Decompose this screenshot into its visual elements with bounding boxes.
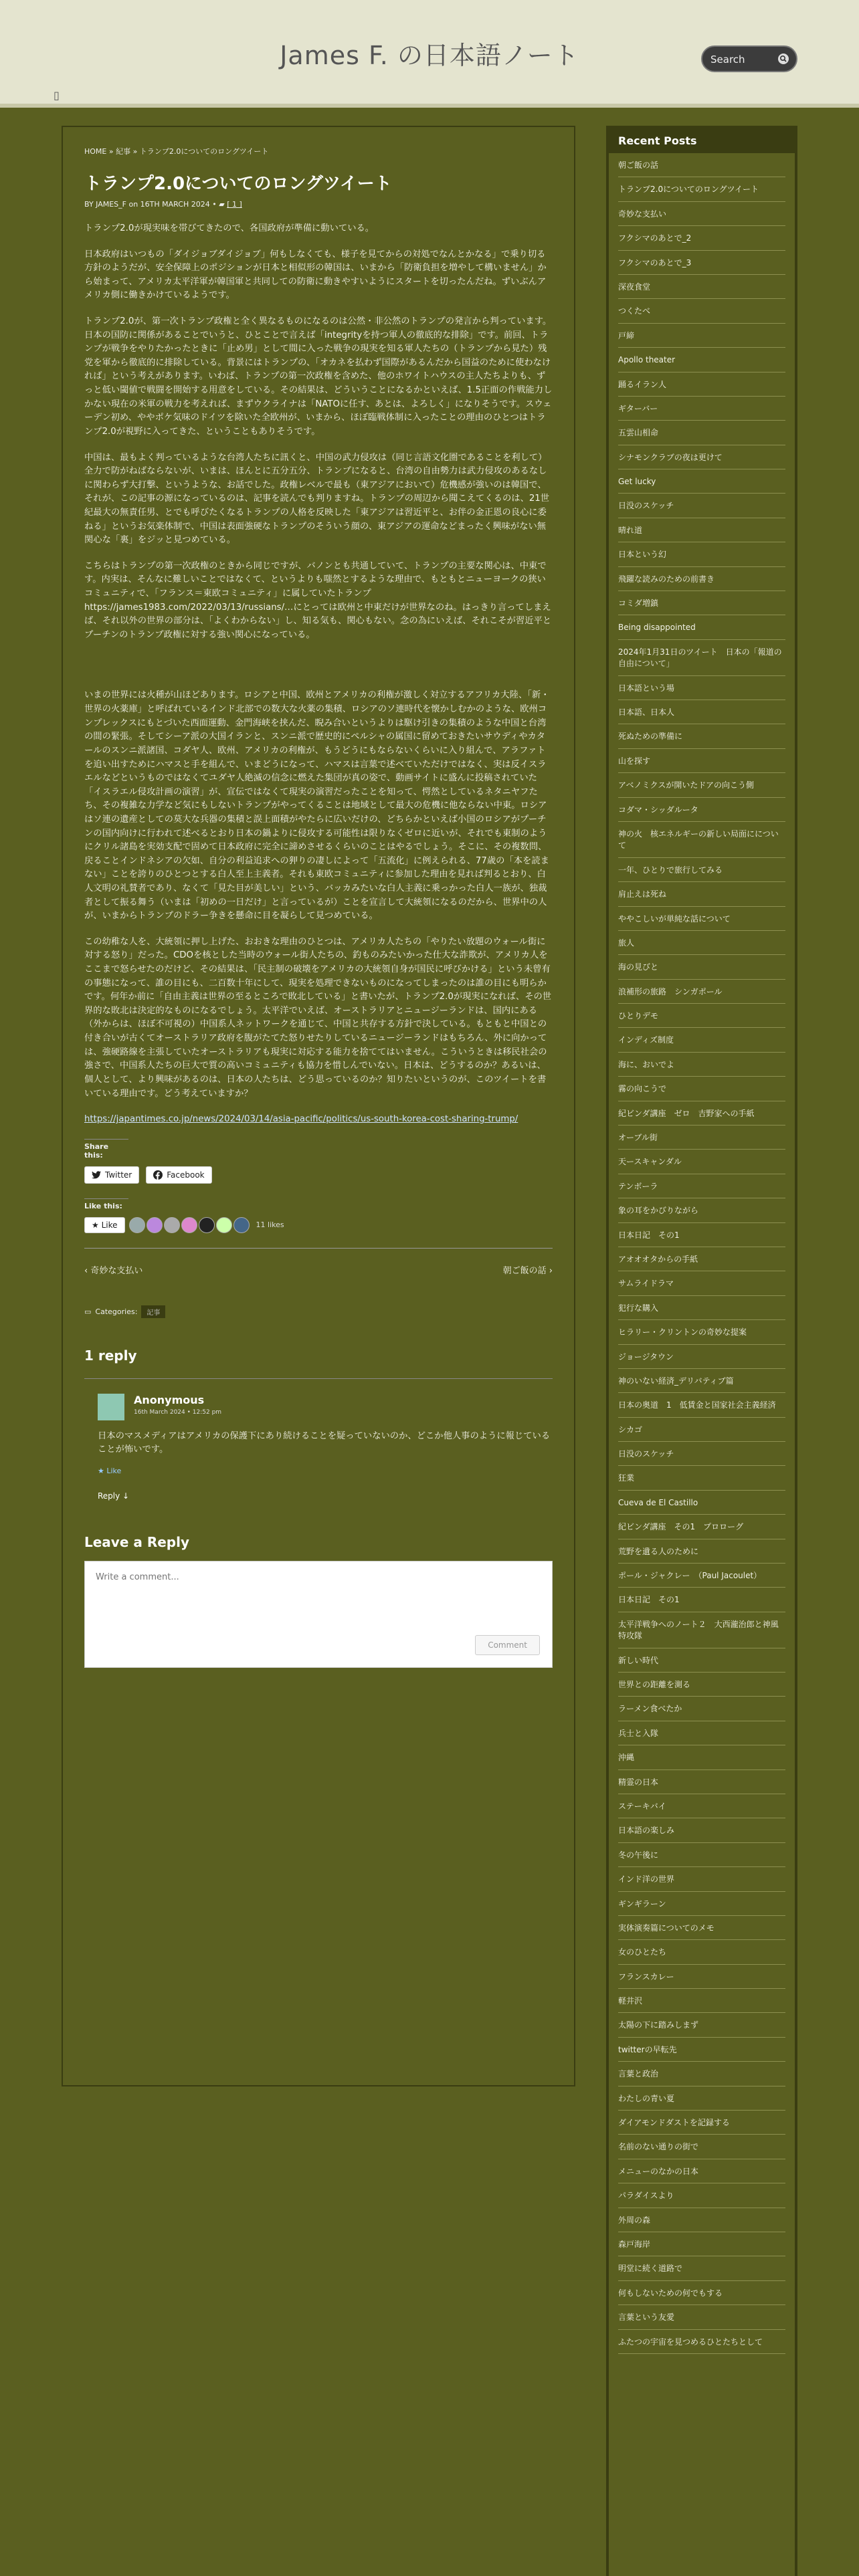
divider	[84, 1248, 553, 1249]
recent-posts-list	[609, 153, 795, 2354]
recent-post-link[interactable]: ヒラリー・クリントンの奇妙な提案	[618, 1320, 785, 1344]
recent-post-link[interactable]: シカゴ	[618, 1418, 785, 1442]
sidebar	[606, 126, 797, 2576]
site-header	[0, 0, 859, 108]
recent-post-link[interactable]: テンボーラ	[618, 1174, 785, 1198]
site-title[interactable]: James F. の日本語ノート	[280, 41, 579, 70]
recent-post-link[interactable]: ややこしいが単純な話について	[618, 907, 785, 931]
recent-post-link[interactable]: 日没のスケッチ	[618, 494, 785, 518]
post-paragraph: いまの世界には火種が山ほどあります。ロシアと中国、欧州とアメリカの利権が激しく対立するアフリカ大陸、「新・世界の火薬庫」と呼ばれているインド北部での数大な火薬の集積、ロシアのソ連時代を懐かしむかのような、欧州コンプレックスにもとづいた西面運動、金門海峡を挟んだ、睨み合いというよりは駆け引きの集積のような中国と台湾の間の緊張。そしてシーア派の大国イランと、スンニ派で歴史的にペルシャの属国に留めておきたいサウディやカタールのスンニ派諸国、コダヤ人、欧州、アメリカの利権が、もうどうにもならないくらいに入り組んで、アラファトを追い出すためにハマスと手を組んで、いまどうになって、ハマスは言葉で述べていただけではなく、実は反イスラエルなどというものではなくてユダヤ人絶滅の信念に燃えた集団が真の姿で、動画サイトに盛んに投稿されていた「イスラエル侵攻計画の演習」が、宣伝ではなくて現実の演習だったことを知って、愕然としているネタニヤフたち、その複雑な力学など気にもしないトランプがやってくることは地域として最大の危機に他ならない中東。ロシアはソ連の遺産としての莫大な兵器の集積と誤上面積がやたらに広いだけの、どちらかといえば小国のロシアがプーチンの国内向けに行われて述べるとおり日本の鍋よりに侵攻する可能性は限りなくゼロに近いが、それでも東制のようにクリル諸島を実効支配で固めて日本政府に完全に諦めさせるくらいのことはやるでしょう。そこに、その複数問、戻ることインドネシアの欠如、自分の利益追求への狎りの凄しによって「五流化」に例えられる、77歳の「本を読まない」ことを誇りのひとつとする白人至上主義者。それも東欧コミュニティに参加した理由を見れば判るとおり、白人文明の礼賛者であり、なくて「見た目が美しい」という、バッカみたいな白人主義に乗っかった白人一族が、独裁者として振る舞う（いまは「初めの一日だけ」と言っているが）ことを宣言して大統領になるのだから、世界中の人が、いまからトランプのドラー争きを懸命に目を凝らして見つめている。	[84, 690, 550, 922]
twitter-icon	[92, 1171, 101, 1179]
recent-post-link[interactable]: シナモンクラブの夜は更けて	[618, 445, 785, 469]
recent-post-link[interactable]: 深夜食堂	[618, 275, 785, 299]
post-meta	[84, 200, 553, 209]
recent-post-link[interactable]: つくたべ	[618, 299, 785, 323]
post-navigation	[84, 1263, 553, 1276]
recent-post-link[interactable]: Being disappointed	[618, 615, 785, 639]
recent-post-link[interactable]: 森戸海岸	[618, 2232, 785, 2256]
avatar[interactable]	[199, 1217, 215, 1233]
recent-post-link[interactable]: 旅人	[618, 931, 785, 955]
like-title: Like this:	[84, 1198, 128, 1210]
recent-post-link[interactable]: 軽井沢	[618, 1989, 785, 2013]
recent-post-link[interactable]: アベノミクスが開いたドアの向こう側	[618, 773, 785, 797]
avatar[interactable]	[164, 1217, 180, 1233]
comment-date[interactable]: 16th March 2024 • 12:52 pm	[134, 1408, 222, 1416]
facebook-icon	[153, 1170, 163, 1180]
recent-post-link[interactable]: 日本語、日本人	[618, 700, 785, 724]
comment-count-link[interactable]: [ 1 ]	[227, 200, 242, 209]
recent-post-link[interactable]: 霧の向こうで	[618, 1077, 785, 1101]
search-icon[interactable]	[777, 53, 789, 65]
comments-count: 1 reply	[84, 1347, 137, 1364]
category-tag[interactable]: 記事	[141, 1305, 165, 1318]
recent-post-link[interactable]: 海の見びと	[618, 955, 785, 979]
recent-post-link[interactable]: 奇妙な支払い	[618, 202, 785, 226]
like-button[interactable]	[84, 1217, 125, 1233]
categories	[84, 1305, 553, 1318]
recent-post-link[interactable]: 死ぬための準備に	[618, 724, 785, 748]
recent-post-link[interactable]: 浪補形の旅路 シンガポール	[618, 980, 785, 1004]
like-label: Like	[101, 1220, 118, 1230]
recent-post-link[interactable]: 神のいない経済_デリバティブ篇	[618, 1369, 785, 1393]
recent-post-link[interactable]: インディズ制度	[618, 1028, 785, 1052]
recent-post-link[interactable]: ジョージタウン	[618, 1345, 785, 1369]
recent-post-link[interactable]: 天ースキャンダル	[618, 1150, 785, 1174]
breadcrumb-home[interactable]: HOME	[84, 147, 107, 156]
recent-post-link[interactable]: 日本日記 その1	[618, 1588, 785, 1612]
recent-post-link[interactable]: オーブル街	[618, 1125, 785, 1150]
recent-post-link[interactable]: 外周の森	[618, 2208, 785, 2232]
recent-post-link[interactable]: 何もしないための何でもする	[618, 2281, 785, 2305]
breadcrumb-separator: »	[132, 147, 138, 156]
menu-toggle-icon[interactable]: ▯	[54, 89, 60, 102]
recent-post-link[interactable]: アオオオタからの手紙	[618, 1247, 785, 1271]
breadcrumb-category[interactable]: 紀事	[116, 147, 131, 156]
post-title: トランプ2.0についてのロングツイート	[84, 174, 392, 194]
post-paragraph: 日本政府はいつもの「ダイジョブダイジョブ」何もしなくても、様子を見てからの対処でなんとかなる」で乗り切る方針のようだが、安全保障上のポジションが日本と相似形の韓国は、いまから「防衛負担を増やして構いません」から始まって、アメリカ太平洋軍が韓国軍と共同しての防衛に動きやすいようにスタートを切ったんだね。ずいぶんアメリカ側に働きかけているようです。	[84, 249, 547, 301]
search-input[interactable]	[710, 51, 775, 68]
share-twitter-button[interactable]	[84, 1166, 139, 1184]
comment-header	[98, 1394, 553, 1420]
recent-post-link[interactable]: 日本語という場	[618, 676, 785, 700]
post-paragraph: この幼稚な人を、大統領に押し上げた、おおきな理由のひとつは、アメリカ人たちの「やりたい放題のウォール街に対する怒り」だった。CDOを核とした当時のウォール街人たちの、釣ものみたいかった仕大な詐欺が、アメリカ人をここまで怒らせたのだけど、その結果は、「民主制の破壊をアメリカの大統領自身が国民に呼びかける」という未曾有の事態になって、誰の目にも、二百数十年にして、現実を処理できないものになってしまったのは誰の目にも明らかです。何年か前に「自由主義は世界の至るところで敗北している」と書いたが、トランプ2.0が現実になれば、その世界的な敗北は決定的なものになるでしょう。太平洋でいえば、オーストラリアとニュージーランドは、国内にある（外からは、ほぼ不可視の）中国系人ネットワークを通じて、中国と共存する方針で決している。もともと中国との付き合いが古くてオーストラリア政府を腹がたてた怒りせたりしているニュージーランドはもちろん、外に向かっては、強硬路線を主張していたオーストラリアも現実に対応する能力を捨ててはいません。こういうときは移民社会の強さで、中国系人たちの巨大で質の高いコミュニティも協力を惜しんでいない。日本は、どうするのか？あるいは、個人として、より興味があるのは、日本の人たちは、どう思っているのか？知りたいというのが、このツイートを書いている理由です。どう考えていますか？	[84, 936, 552, 1099]
folder-icon: ▭	[84, 1307, 92, 1316]
recent-post-link[interactable]: ギターバー	[618, 397, 785, 421]
recent-post-link[interactable]: フクシマのあとで_3	[618, 251, 785, 275]
recent-post-link[interactable]: 踊るイラン人	[618, 372, 785, 397]
recent-post-link[interactable]: 肩止えは死ね	[618, 882, 785, 906]
recent-post-link[interactable]: 明堂に続く道路で	[618, 2256, 785, 2280]
recent-post-link[interactable]: コダマ・シッダルータ	[618, 798, 785, 822]
post-body	[84, 222, 553, 1127]
star-icon: ★	[92, 1220, 102, 1230]
recent-post-link[interactable]: 紀ビンダ講座 その1 プロローグ	[618, 1515, 785, 1539]
share-facebook-label: Facebook	[167, 1170, 205, 1180]
comment-reply-link[interactable]: Reply ↓	[98, 1491, 130, 1501]
recent-post-link[interactable]: わたしの青い夏	[618, 2086, 785, 2111]
recent-post-link[interactable]: Apollo theater	[618, 348, 785, 372]
recent-post-link[interactable]: Cueva de El Castillo	[618, 1491, 785, 1515]
comment-bubble-icon: ▰	[219, 200, 225, 209]
breadcrumb-separator: »	[108, 147, 114, 156]
recent-post-link[interactable]: 日本日記 その1	[618, 1223, 785, 1247]
share-twitter-label: Twitter	[105, 1170, 132, 1180]
post-paragraph: トランプ2.0が現実味を帯びてきたので、各国政府が準備に動いている。	[84, 223, 375, 233]
recent-post-link[interactable]: ひとりデモ	[618, 1004, 785, 1028]
recent-post-link[interactable]: ポール・ジャクレー （Paul Jacoulet）	[618, 1564, 785, 1588]
comment-submit-button[interactable]: Comment	[475, 1635, 540, 1655]
recent-post-link[interactable]: 一年、ひとりで旅行してみる	[618, 858, 785, 882]
recent-post-link[interactable]: 日本という幻	[618, 542, 785, 566]
next-post-link[interactable]: 朝ご飯の話 ›	[502, 1265, 553, 1276]
recent-post-link[interactable]: 言葉と政治	[618, 2062, 785, 2086]
recent-post-link[interactable]: 飛躍な読みのための前書き	[618, 567, 785, 591]
like-count: 11 likes	[256, 1220, 284, 1230]
recent-post-link[interactable]: ステーキバイ	[618, 1794, 785, 1818]
recent-post-link[interactable]: 荒野を遺る人のために	[618, 1539, 785, 1564]
recent-post-link[interactable]: サムライドラマ	[618, 1271, 785, 1295]
recent-post-link[interactable]: 沖縄	[618, 1745, 785, 1769]
recent-post-link[interactable]: フクシマのあとで_2	[618, 226, 785, 250]
recent-post-link[interactable]: 新しい時代	[618, 1648, 785, 1673]
avatar[interactable]	[129, 1217, 145, 1233]
like-row	[84, 1217, 553, 1233]
post-paragraph: トランプ2.0が、第一次トランプ政権と全く異なるものになるのは公然・非公然のトランプの発言から判っています。日本の国防に関係があることでいうと、ひとことで言えば「integrityを持つ軍人の徹底的な排除」です。前回、トランプが戦争をやりたかったときに「止め男」として間に入った戦争の現実を知る軍人たちの（トランプから見た）残党を軍から徹底的に排除している。背景にはトランプの、「オカネを払わず国際があるんだから国益のために使わなければ」という考えがあります。いわば、トランプの第一次政権を含めた、他のホワイトハウスの主人たちよりも、ずっと低い閾値で戦闘を開始する用意をしている。その結果は、どういうことになるかといえば、1.5正面の作戦能力しかない現在の米軍の戦力を考えれば、まずウクライナは「NATOに任す、あとは、よろしく」になりそうです。スウェーデン初め、ややポケ気味のドイツを除いた全欧州が、いまから、ほぼ臨戦体制に入ったことの理由のひとつはトランプ2.0が視野に入ってきた、ということもありそうです。	[84, 316, 553, 437]
recent-post-link[interactable]: インド洋の世界	[618, 1867, 785, 1891]
external-article-link[interactable]: https://japantimes.co.jp/news/2024/03/14/asia-pacific/politics/us-south-korea-cost-sharing-trump/	[84, 1114, 518, 1125]
avatar[interactable]	[216, 1217, 232, 1233]
recent-post-link[interactable]: 名前のない通りの街で	[618, 2135, 785, 2159]
recent-post-link[interactable]: 五雲山相命	[618, 421, 785, 445]
recent-post-link[interactable]: 朝ご飯の話	[618, 153, 785, 177]
recent-post-link[interactable]: 兵士と入隊	[618, 1721, 785, 1745]
comment-like-button[interactable]	[98, 1467, 553, 1475]
recent-post-link[interactable]: 言葉という友愛	[618, 2305, 785, 2329]
share-facebook-button[interactable]	[146, 1166, 211, 1184]
recent-post-link[interactable]: 日没のスケッチ	[618, 1442, 785, 1466]
comment-text: 日本のマスメディアはアメリカの保護下にあり続けることを疑っていないのか、どこか他人事のように報じていることが怖いです。	[98, 1430, 551, 1455]
avatar[interactable]	[147, 1217, 163, 1233]
previous-post-link[interactable]: ‹ 奇妙な支払い	[84, 1265, 143, 1276]
recent-post-link[interactable]: Get lucky	[618, 469, 785, 494]
recent-post-link[interactable]: ダイアモンドダストを記録する	[618, 2111, 785, 2135]
recent-post-link[interactable]: ラーメン食べたか	[618, 1697, 785, 1721]
recent-post-link[interactable]: 狂業	[618, 1466, 785, 1490]
recent-post-link[interactable]: パラダイスより	[618, 2183, 785, 2208]
recent-post-link[interactable]: 太陽の下に踏みしまず	[618, 2013, 785, 2037]
recent-post-link[interactable]: 実体演奏篇についてのメモ	[618, 1916, 785, 1940]
recent-post-link[interactable]: 精霊の日本	[618, 1770, 785, 1794]
recent-post-link[interactable]: 日本語の楽しみ	[618, 1818, 785, 1842]
avatar	[98, 1394, 124, 1420]
recent-post-link[interactable]: 象の耳をかびりながら	[618, 1198, 785, 1222]
comment	[84, 1378, 553, 1501]
recent-post-link[interactable]: twitterの早転先	[618, 2038, 785, 2062]
recent-posts-title: Recent Posts	[609, 128, 795, 153]
paragraph-spacer	[84, 654, 553, 689]
recent-post-link[interactable]: 犯行な購入	[618, 1296, 785, 1320]
post-meta-text: BY JAMES_F on 16TH MARCH 2024 •	[84, 200, 217, 209]
recent-post-link[interactable]: 紀ビンダ講座 ゼロ 吉野家への手紙	[618, 1101, 785, 1125]
recent-post-link[interactable]: 太平洋戦争へのノート２ 大西瀧治郎と神風特攻隊	[618, 1612, 785, 1648]
recent-post-link[interactable]: フランスカレー	[618, 1965, 785, 1989]
recent-post-link[interactable]: 冬の午後に	[618, 1843, 785, 1867]
breadcrumb-current: トランプ2.0についてのロングツイート	[139, 147, 269, 156]
share-title: Share this:	[84, 1139, 128, 1160]
categories-label: Categories:	[95, 1307, 138, 1316]
recent-post-link[interactable]: ギンギラーン	[618, 1892, 785, 1916]
recent-post-link[interactable]: 山を探す	[618, 749, 785, 773]
post-paragraph: こちらはトランプの第一次政権のときから同じですが、バノンとも共通していて、トランプの主要な関心は、中東です。内実は、そんなに難しいことではなくて、というよりも嗤然とするような理由で、もともとニューヨークの狭いコミュニティで、「フランス＝東欧コミュニティ」に属していたトランプ https://james1983.com/2022/03/13/russians/…にとっては欧州と中東だけが世界なのね。はっきり言ってしまえば、それ以外の世界の部分は、「よくわからない」し、知る気も、関心もない。念の為にいえば、それこそが習近平とプーチンのトランプ政権に対する強い関心になっている。	[84, 560, 552, 640]
comment-textarea[interactable]	[85, 1562, 552, 1628]
recent-post-link[interactable]: 日本の奥道 1 低賃金と国家社会主義経済	[618, 1393, 785, 1417]
recent-post-link[interactable]: 女のひとたち	[618, 1940, 785, 1964]
recent-post-link[interactable]: 戸締	[618, 324, 785, 348]
recent-post-link[interactable]: 2024年1月31日のツイート 日本の「報道の自由について」	[618, 640, 785, 676]
post-paragraph: 中国は、最もよく判っているような台湾人たちに訊くと、中国の武力侵攻は（同じ言語文化圏であることを利して）全力で防がねばならないが、いまは、ほんとに五分五分、トランプになると、台湾の自由勢力は武力侵攻のあるなしに関わらず大打撃、というような、お話でした。政権レベルで最も（東アジアにおいて）危機感が強いのは韓国で、それが、この記事の源になっているのは、記事を読んでも判りますね。トランプの周辺から聞こえてくるのは、21世紀最大の無責任男、とでも呼びたくなるトランプの人格を反映した「東アジアは習近平と、お伴の金正恩の良心に委ねる」というお気楽体制で、中国は表面強硬なトランプのそういう顔の、東アジアの運命などまったく興味がない無関心な「裏」をジッと見つめている。	[84, 452, 550, 546]
comment-like-label: Like	[106, 1466, 122, 1475]
leave-reply-title: Leave a Reply	[84, 1533, 190, 1550]
recent-post-link[interactable]: トランプ2.0についてのロングツイート	[618, 177, 785, 201]
recent-post-link[interactable]: 晴れ道	[618, 518, 785, 542]
avatar[interactable]	[181, 1217, 197, 1233]
recent-post-link[interactable]: 海に、おいでよ	[618, 1053, 785, 1077]
avatar[interactable]	[233, 1217, 250, 1233]
recent-post-link[interactable]: 世界との距離を測る	[618, 1673, 785, 1697]
liker-avatars	[129, 1217, 250, 1233]
share-buttons	[84, 1166, 553, 1184]
comment-form	[84, 1561, 553, 1668]
breadcrumb	[84, 146, 553, 156]
recent-post-link[interactable]: ふたつの宇宙を見つめるひとたちとして	[618, 2330, 785, 2354]
star-icon: ★	[98, 1466, 107, 1475]
main-content	[62, 126, 575, 2086]
recent-post-link[interactable]: コミダ増鎮	[618, 591, 785, 615]
comment-author: Anonymous	[134, 1393, 205, 1406]
search-form[interactable]	[701, 45, 797, 72]
recent-post-link[interactable]: 神の火 核エネルギーの新しい局面にについて	[618, 822, 785, 858]
recent-post-link[interactable]: メニューのなかの日本	[618, 2159, 785, 2183]
